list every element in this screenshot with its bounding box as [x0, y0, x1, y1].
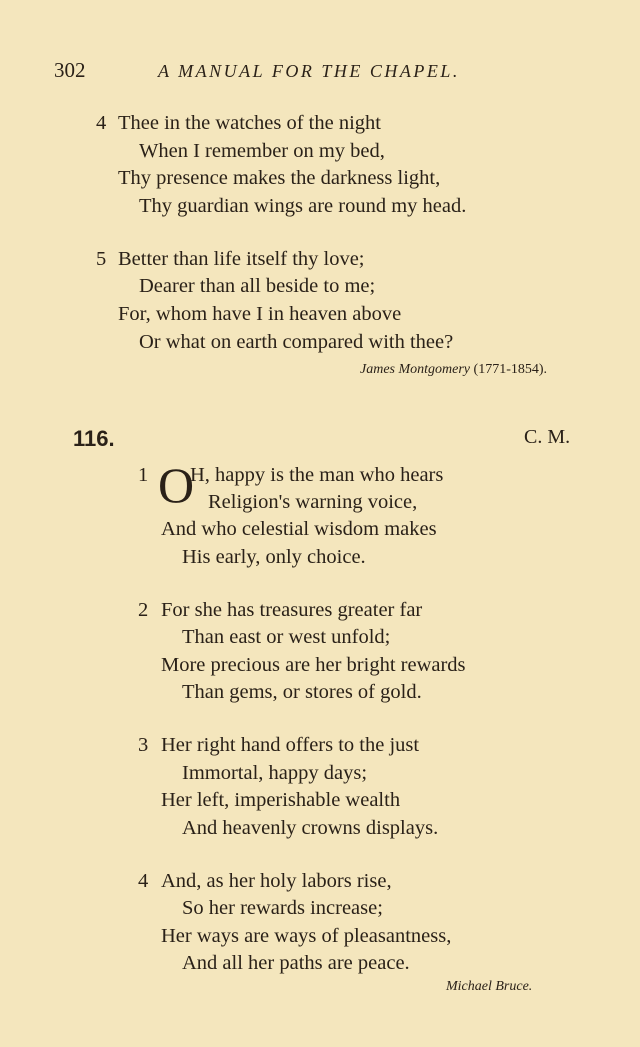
- verse-line: And all her paths are peace.: [182, 952, 410, 974]
- verse-line: When I remember on my bed,: [139, 140, 385, 162]
- verse-line: Thee in the watches of the night: [118, 112, 381, 134]
- verse-line: Her right hand offers to the just: [161, 734, 420, 756]
- verse-line: Or what on earth compared with thee?: [139, 331, 454, 353]
- stanza-number: 4: [138, 870, 149, 892]
- drop-cap: O: [158, 457, 195, 513]
- verse-line: His early, only choice.: [182, 546, 366, 568]
- verse-line: Immortal, happy days;: [182, 762, 368, 784]
- hymn-number: 116.: [73, 426, 115, 451]
- verse-line: Dearer than all beside to me;: [139, 275, 376, 297]
- hymn-meter: C. M.: [524, 426, 571, 448]
- verse-line: So her rewards increase;: [182, 897, 383, 919]
- verse-line: For, whom have I in heaven above: [118, 303, 402, 325]
- verse-line: Than east or west unfold;: [182, 626, 391, 648]
- author-attribution: Michael Bruce.: [446, 979, 533, 994]
- verse-line: And who celestial wisdom makes: [161, 518, 437, 540]
- stanza-number: 2: [138, 599, 149, 621]
- author-attribution: [360, 362, 547, 378]
- verse-line: Better than life itself thy love;: [118, 248, 365, 270]
- stanza-number: 4: [96, 112, 107, 134]
- stanza-number: 5: [96, 248, 107, 270]
- verse-line: Her left, imperishable wealth: [161, 789, 401, 811]
- author-dates: (1771-1854).: [473, 362, 548, 377]
- page-number: 302: [54, 58, 86, 82]
- verse-line: Than gems, or stores of gold.: [182, 681, 422, 703]
- stanza-number: 1: [138, 464, 149, 486]
- stanza-number: 3: [138, 734, 149, 756]
- running-title: A MANUAL FOR THE CHAPEL.: [158, 61, 460, 81]
- verse-line: Her ways are ways of pleasantness,: [161, 925, 452, 947]
- verse-line: Thy guardian wings are round my head.: [139, 195, 467, 217]
- verse-line: More precious are her bright rewards: [161, 654, 466, 676]
- verse-line: And, as her holy labors rise,: [161, 870, 392, 892]
- verse-line: Religion's warning voice,: [208, 491, 418, 513]
- verse-line: For she has treasures greater far: [161, 599, 423, 621]
- verse-line: H, happy is the man who hears: [190, 464, 444, 486]
- verse-line: And heavenly crowns displays.: [182, 817, 439, 839]
- author-name: James Montgomery: [360, 362, 471, 377]
- verse-line: Thy presence makes the darkness light,: [118, 167, 441, 189]
